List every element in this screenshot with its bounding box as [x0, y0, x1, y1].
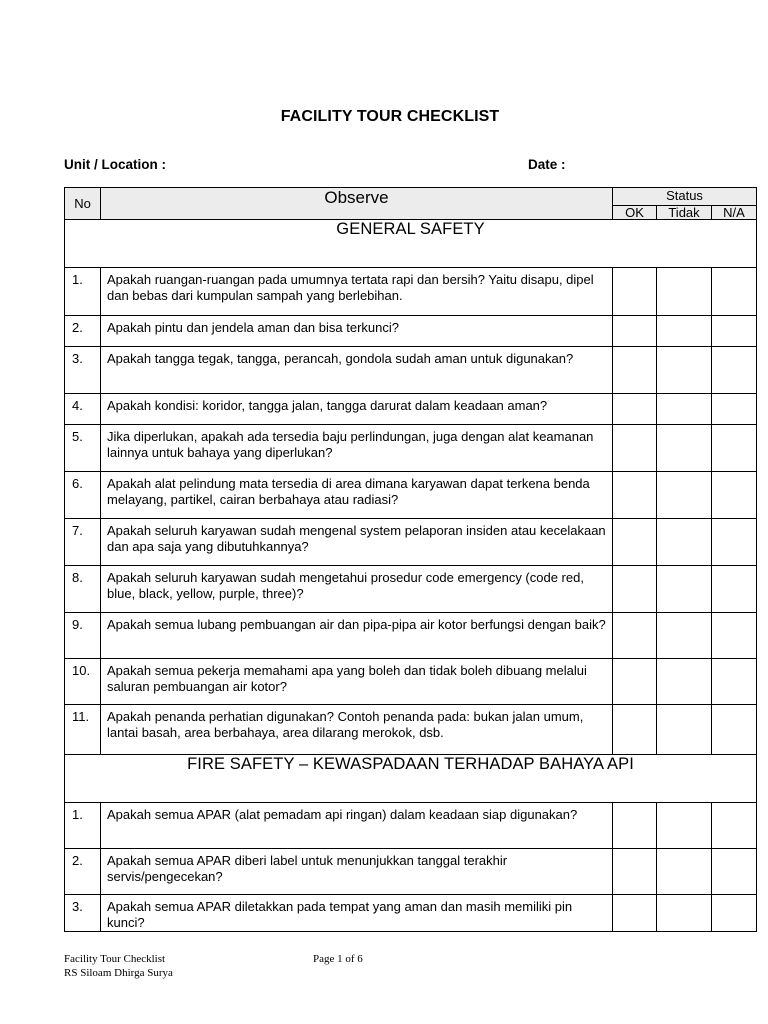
status-ok-box[interactable] [613, 268, 657, 316]
status-ok-box[interactable] [613, 705, 657, 755]
header-observe: Observe [101, 188, 613, 220]
checklist-row [65, 849, 757, 895]
item-number: 4. [65, 394, 101, 425]
checklist-row [65, 895, 757, 932]
checklist-row [65, 705, 757, 755]
status-na-box[interactable] [712, 613, 757, 659]
document-title: FACILITY TOUR CHECKLIST [280, 108, 500, 125]
status-na-box[interactable] [712, 803, 757, 849]
status-ok-box[interactable] [613, 659, 657, 705]
header-no: No [65, 188, 101, 220]
item-number: 9. [65, 613, 101, 659]
status-na-box[interactable] [712, 705, 757, 755]
checklist-row [65, 613, 757, 659]
header-ok: OK [613, 206, 657, 220]
status-tidak-box[interactable] [657, 803, 712, 849]
item-number: 1. [65, 268, 101, 316]
status-ok-box[interactable] [613, 394, 657, 425]
status-tidak-box[interactable] [657, 849, 712, 895]
section-row [65, 755, 757, 803]
checklist-row [65, 268, 757, 316]
status-ok-box[interactable] [613, 347, 657, 394]
item-question: Apakah semua pekerja memahami apa yang boleh dan tidak boleh dibuang melalui saluran pembuangan air kotor? [101, 659, 613, 705]
status-tidak-box[interactable] [657, 472, 712, 519]
status-na-box[interactable] [712, 659, 757, 705]
item-question: Apakah kondisi: koridor, tangga jalan, tangga darurat dalam keadaan aman? [101, 394, 613, 425]
status-ok-box[interactable] [613, 566, 657, 613]
item-question: Apakah pintu dan jendela aman dan bisa terkunci? [101, 316, 613, 347]
footer-doc-name: Facility Tour Checklist [64, 953, 166, 965]
item-number: 10. [65, 659, 101, 705]
unit-location-label: Unit / Location : [64, 157, 166, 172]
status-ok-box[interactable] [613, 895, 657, 932]
status-na-box[interactable] [712, 895, 757, 932]
item-number: 1. [65, 803, 101, 849]
status-tidak-box[interactable] [657, 425, 712, 472]
status-na-box[interactable] [712, 394, 757, 425]
item-number: 5. [65, 425, 101, 472]
status-tidak-box[interactable] [657, 613, 712, 659]
checklist-row [65, 394, 757, 425]
status-tidak-box[interactable] [657, 705, 712, 755]
status-tidak-box[interactable] [657, 268, 712, 316]
footer-page-number: Page 1 of 6 [313, 953, 363, 965]
footer-org-name: RS Siloam Dhirga Surya [64, 967, 173, 979]
item-number: 7. [65, 519, 101, 566]
item-number: 2. [65, 316, 101, 347]
status-ok-box[interactable] [613, 803, 657, 849]
item-question: Apakah seluruh karyawan sudah mengenal system pelaporan insiden atau kecelakaan dan apa saja yang dibutuhkannya? [101, 519, 613, 566]
status-na-box[interactable] [712, 566, 757, 613]
footer-doc-info [64, 952, 173, 980]
status-ok-box[interactable] [613, 316, 657, 347]
item-question: Apakah penanda perhatian digunakan? Contoh penanda pada: bukan jalan umum, lantai basah, area berbahaya, area dilarang merokok, dsb. [101, 705, 613, 755]
checklist-row [65, 519, 757, 566]
status-tidak-box[interactable] [657, 895, 712, 932]
checklist-row [65, 803, 757, 849]
status-na-box[interactable] [712, 268, 757, 316]
status-na-box[interactable] [712, 519, 757, 566]
item-number: 6. [65, 472, 101, 519]
item-question: Apakah semua APAR diletakkan pada tempat yang aman dan masih memiliki pin kunci? [101, 895, 613, 932]
status-na-box[interactable] [712, 347, 757, 394]
item-number: 8. [65, 566, 101, 613]
header-tidak: Tidak [657, 206, 712, 220]
item-question: Apakah seluruh karyawan sudah mengetahui prosedur code emergency (code red, blue, black, yellow, purple, three)? [101, 566, 613, 613]
status-tidak-box[interactable] [657, 659, 712, 705]
status-na-box[interactable] [712, 849, 757, 895]
status-na-box[interactable] [712, 316, 757, 347]
section-title: GENERAL SAFETY [65, 220, 757, 268]
checklist-row [65, 472, 757, 519]
item-question: Apakah semua lubang pembuangan air dan pipa-pipa air kotor berfungsi dengan baik? [101, 613, 613, 659]
status-tidak-box[interactable] [657, 347, 712, 394]
status-tidak-box[interactable] [657, 394, 712, 425]
item-number: 2. [65, 849, 101, 895]
status-ok-box[interactable] [613, 613, 657, 659]
status-na-box[interactable] [712, 425, 757, 472]
item-question: Apakah semua APAR (alat pemadam api ringan) dalam keadaan siap digunakan? [101, 803, 613, 849]
section-title: FIRE SAFETY – KEWASPADAAN TERHADAP BAHAYA API [65, 755, 757, 803]
item-question: Apakah semua APAR diberi label untuk menunjukkan tanggal terakhir servis/pengecekan? [101, 849, 613, 895]
item-question: Apakah alat pelindung mata tersedia di area dimana karyawan dapat terkena benda melayang, partikel, cairan berbahaya atau radiasi? [101, 472, 613, 519]
item-question: Jika diperlukan, apakah ada tersedia baju perlindungan, juga dengan alat keamanan lainnya untuk bahaya yang diperlukan? [101, 425, 613, 472]
status-ok-box[interactable] [613, 519, 657, 566]
status-ok-box[interactable] [613, 849, 657, 895]
item-question: Apakah tangga tegak, tangga, perancah, gondola sudah aman untuk digunakan? [101, 347, 613, 394]
checklist-row [65, 566, 757, 613]
status-ok-box[interactable] [613, 425, 657, 472]
header-status: Status [613, 188, 757, 206]
status-ok-box[interactable] [613, 472, 657, 519]
item-number: 3. [65, 895, 101, 932]
status-tidak-box[interactable] [657, 316, 712, 347]
item-number: 11. [65, 705, 101, 755]
checklist-row [65, 316, 757, 347]
checklist-row [65, 347, 757, 394]
status-tidak-box[interactable] [657, 566, 712, 613]
checklist-row [65, 425, 757, 472]
header-na: N/A [712, 206, 757, 220]
section-row [65, 220, 757, 268]
date-label: Date : [528, 157, 566, 172]
item-number: 3. [65, 347, 101, 394]
item-question: Apakah ruangan-ruangan pada umumnya tertata rapi dan bersih? Yaitu disapu, dipel dan bebas dari kumpulan sampah yang berlebihan. [101, 268, 613, 316]
status-na-box[interactable] [712, 472, 757, 519]
checklist-row [65, 659, 757, 705]
checklist-table [64, 187, 757, 932]
status-tidak-box[interactable] [657, 519, 712, 566]
